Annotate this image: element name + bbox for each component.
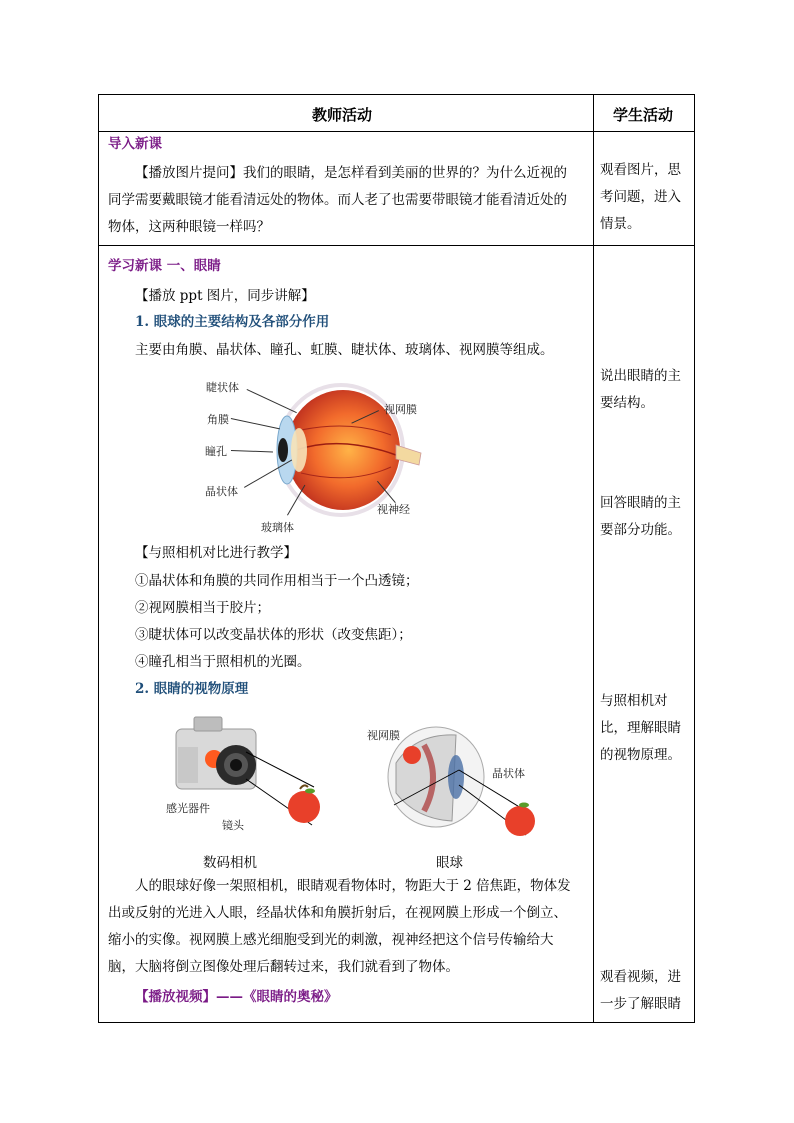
label-sensor: 感光器件 [166, 802, 210, 815]
play-ppt-text: 【播放 ppt 图片，同步讲解】 [135, 288, 315, 304]
student-principle-line-3: 的视物原理。 [600, 747, 681, 763]
lesson-heading: 学习新课 一、眼睛 [108, 258, 221, 274]
principle-line-4: 脑，大脑将倒立图像处理后翻转过来，我们就看到了物体。 [108, 959, 459, 975]
label-optic-nerve: 视神经 [377, 503, 410, 516]
intro-heading: 导入新课 [108, 136, 162, 152]
intro-student-line-1: 观看图片，思 [600, 162, 681, 178]
student-structure-line-2: 要结构。 [600, 395, 654, 411]
video-text: 【播放视频】——《眼睛的奥秘》 [135, 989, 338, 1005]
header-row-divider [99, 131, 694, 132]
label-eye2-retina: 视网膜 [367, 729, 400, 742]
compare-item-3: ③睫状体可以改变晶状体的形状（改变焦距）； [135, 627, 412, 643]
column-divider [593, 95, 594, 1022]
label-ciliary: 睫状体 [206, 381, 239, 394]
lesson-table [98, 94, 695, 1023]
label-camera-lens: 镜头 [222, 819, 244, 832]
student-function-line-1: 回答眼睛的主 [600, 495, 681, 511]
student-video-line-2: 一步了解眼睛 [600, 996, 681, 1012]
student-activity-header: 学生活动 [613, 106, 674, 124]
student-function-line-2: 要部分功能。 [600, 522, 681, 538]
teacher-activity-header: 教师活动 [312, 106, 373, 124]
caption-eyeball: 眼球 [436, 855, 463, 871]
caption-digital-camera: 数码相机 [203, 855, 257, 871]
compare-item-2: ②视网膜相当于胶片； [135, 600, 270, 616]
intro-student-line-3: 情景。 [600, 216, 641, 232]
label-retina: 视网膜 [384, 403, 417, 416]
subheading-vision-principle: 2. 眼睛的视物原理 [135, 681, 249, 697]
compare-item-1: ①晶状体和角膜的共同作用相当于一个凸透镜； [135, 573, 419, 589]
compare-item-4: ④瞳孔相当于照相机的光圈。 [135, 654, 311, 670]
intro-line-3: 物体，这两种眼镜一样吗？ [108, 219, 270, 235]
intro-student-line-2: 考问题，进入 [600, 189, 681, 205]
student-video-line-1: 观看视频，进 [600, 969, 681, 985]
student-principle-line-2: 比，理解眼睛 [600, 720, 681, 736]
label-vitreous: 玻璃体 [261, 521, 294, 534]
composition-text: 主要由角膜、晶状体、瞳孔、虹膜、睫状体、玻璃体、视网膜等组成。 [135, 342, 554, 358]
compare-title: 【与照相机对比进行教学】 [135, 545, 297, 561]
intro-line-2: 同学需要戴眼镜才能看清远处的物体。而人老了也需要带眼镜才能看清近处的 [108, 192, 567, 208]
principle-line-2: 出或反射的光进入人眼，经晶状体和角膜折射后，在视网膜上形成一个倒立、 [108, 905, 567, 921]
label-cornea: 角膜 [207, 413, 229, 426]
intro-line-1: 【播放图片提问】我们的眼睛，是怎样看到美丽的世界的？为什么近视的 [135, 165, 567, 181]
principle-line-3: 缩小的实像。视网膜上感光细胞受到光的刺激，视神经把这个信号传输给大 [108, 932, 554, 948]
label-eye2-lens: 晶状体 [492, 767, 525, 780]
student-structure-line-1: 说出眼睛的主 [600, 368, 681, 384]
label-lens: 晶状体 [205, 485, 238, 498]
subheading-eye-structure: 1. 眼球的主要结构及各部分作用 [135, 314, 330, 330]
student-principle-line-1: 与照相机对 [600, 693, 668, 709]
principle-line-1: 人的眼球好像一架照相机，眼睛观看物体时，物距大于 2 倍焦距，物体发 [135, 878, 571, 894]
label-pupil: 瞳孔 [205, 445, 227, 458]
intro-row-divider [99, 245, 694, 246]
